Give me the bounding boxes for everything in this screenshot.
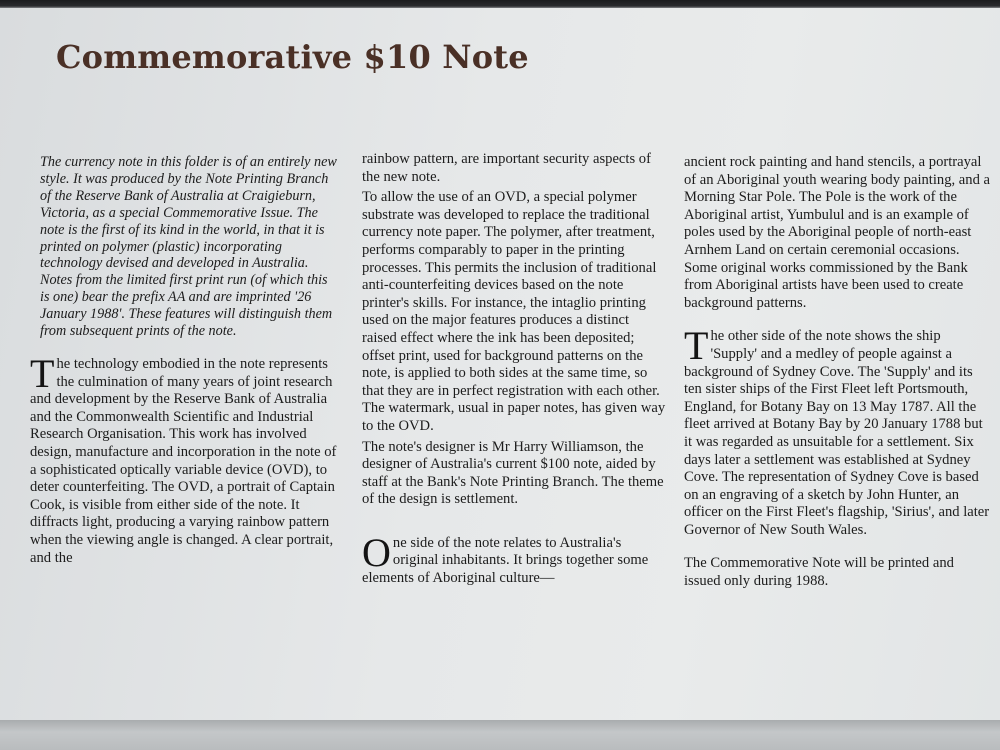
paragraph-text: he technology embodied in the note represents the culmination of many years of joint research and development by the Reserve Bank of Australia and the Commonwealth Scientific and Industrial Research Organisation. This work has involved design, manufacture and incorporation in the note of a sophisticated optically variable device (OVD), to deter counterfeiting. The OVD, a portrait of Captain Cook, is visible from either side of the note. It diffracts light, producing a varying rainbow pattern when the viewing angle is changed. A clear portrait, and the <box>30 355 337 566</box>
page-title: Commemorative $10 Note <box>56 38 529 76</box>
drop-cap: O <box>362 529 391 575</box>
document-sheet <box>0 8 1000 720</box>
text-column-2 <box>362 151 666 588</box>
paragraph-text: ne side of the note relates to Australia's original inhabitants. It brings together some elements of Aboriginal culture— <box>362 534 649 587</box>
paragraph-designer: The note's designer is Mr Harry Williamson, the designer of Australia's current $100 note, aided by staff at the Bank's Note Printing Branch. The theme of the design is settlement. <box>362 438 664 508</box>
paragraph-other-side <box>684 323 990 539</box>
text-column-1 <box>30 154 344 567</box>
paragraph-one-side <box>362 529 666 588</box>
intro-paragraph: The currency note in this folder is of an entirely new style. It was produced by the Note Printing Branch of the Reserve Bank of Australia at Craigieburn, Victoria, as a special Commemorative Issue. The note is the first of its kind in the world, in that it is printed on polymer (plastic) incorporating technology devised and developed in Australia. Notes from the limited first print run (of which this is one) bear the prefix AA and are imprinted '26 January 1988'. These features will distinguish them from subsequent prints of the note. <box>40 154 337 340</box>
drop-cap: T <box>30 350 55 396</box>
folder-edge <box>0 720 1000 750</box>
text-column-3 <box>684 154 990 591</box>
drop-cap: T <box>684 323 709 369</box>
paragraph-polymer: To allow the use of an OVD, a special polymer substrate was developed to replace the traditional currency note paper. The polymer, after treatment, performs comparably to paper in the printing processes. This permits the inclusion of traditional anti-counterfeiting devices based on the note printer's skills. For instance, the intaglio printing used on the major features produces a distinct raised effect where the ink has been deposited; offset print, used for background patterns on the note, is applied to both sides at the same time, so that they are in perfect registration with each other. The watermark, usual in paper notes, has given way to the OVD. <box>362 189 666 434</box>
paragraph-text: he other side of the note shows the ship 'Supply' and a medley of people against a background of Sydney Cove. The 'Supply' and its ten sister ships of the First Fleet left Portsmouth, England, for Botany Bay on 13 May 1787. All the fleet arrived at Botany Bay by 20 January 1788 but it was regarded as unsuitable for a settlement. Six days later a settlement was established at Sydney Cove. The representation of Sydney Cove is based on an engraving of a sketch by John Hunter, an officer on the First Fleet's flagship, 'Sirius', and later Governor of New South Wales. <box>684 328 990 538</box>
paragraph-closing: The Commemorative Note will be printed and issued only during 1988. <box>684 555 954 590</box>
paragraph-aboriginal-culture: ancient rock painting and hand stencils, a portrayal of an Aboriginal youth wearing body painting, and a Morning Star Pole. The Pole is the work of the Aboriginal artist, Yumbulul and is an example of poles used by the Aboriginal people of north-east Arnhem Land on certain ceremonial occasions. Some original works commissioned by the Bank from Aboriginal artists have been used to create background patterns. <box>684 154 990 311</box>
paragraph-rainbow: rainbow pattern, are important security aspects of the new note. <box>362 151 651 185</box>
paragraph-technology <box>30 350 344 567</box>
